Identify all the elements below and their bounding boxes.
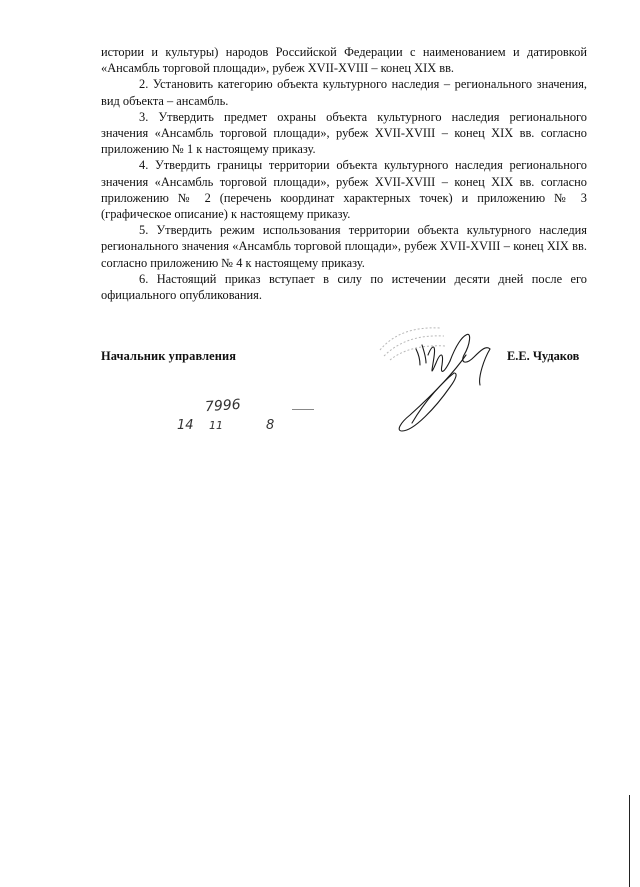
paragraph-item-4: 4. Утвердить границы территории объекта культурного наследия регионального значения «Ансамбль торговой площади», рубеж XVII-XVIII – конец XIX вв. согласно приложению № 2 (перечень координат характерных точек) и приложению № 3 (графическое описание) к настоящему приказу. [101,158,587,222]
paragraph-continuation: истории и культуры) народов Российской Федерации с наименованием и датировкой «Ансамбль торговой площади», рубеж XVII-XVIII – конец XIX вв. [101,45,587,76]
paragraph-item-3: 3. Утвердить предмет охраны объекта культурного наследия регионального значения «Ансамбль торговой площади», рубеж XVII-XVIII – конец XIX вв. согласно приложению № 1 к настоящему приказу. [101,109,587,157]
paragraph-item-6: 6. Настоящий приказ вступает в силу по истечении десяти дней после его официального опубликования. [101,271,587,303]
registration-date-month: 11 [209,419,223,432]
registration-number: 7996 [204,396,242,416]
signatory-name: Е.Е. Чудаков [507,349,580,363]
handwritten-signature [370,315,510,445]
signatory-title: Начальник управления [101,349,237,363]
paragraph-item-2: 2. Установить категорию объекта культурного наследия – регионального значения, вид объекта – ансамбль. [101,77,587,108]
paragraph-item-5: 5. Утвердить режим использования территории объекта культурного наследия регионального значения «Ансамбль торговой площади», рубеж XVII-XVIII – конец XIX вв. согласно приложению № 4 к настоящему приказу. [101,223,587,270]
pencil-dash [292,409,314,410]
order-body [101,44,587,303]
scan-edge-line [629,795,630,887]
registration-date-day: 14 [177,418,194,433]
registration-date-extra: 8 [266,418,275,433]
